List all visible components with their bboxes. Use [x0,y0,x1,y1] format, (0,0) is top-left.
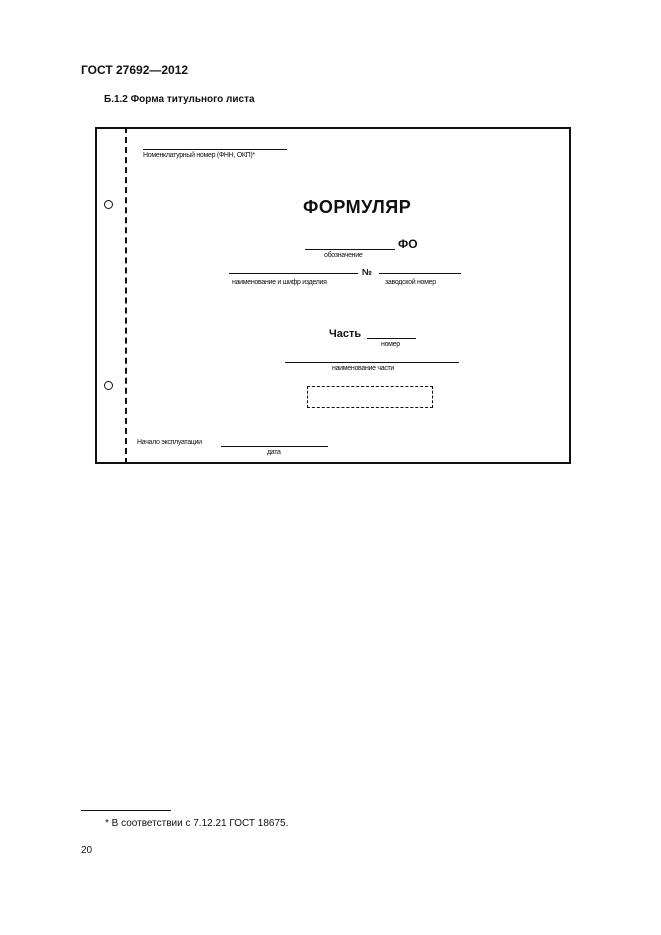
fo-suffix: ФО [398,237,418,251]
document-code: ГОСТ 27692—2012 [81,63,189,77]
form-title: ФОРМУЛЯР [303,197,412,217]
number-sign: № [362,267,373,277]
serial-caption: заводской номер [385,279,436,286]
footnote-text: * В соответствии с 7.12.21 ГОСТ 18675. [105,818,289,829]
nomenclature-line [143,149,287,150]
part-name-line [285,362,459,363]
designation-caption: обозначение [324,252,363,259]
name-code-line [229,273,358,274]
binder-hole-icon [104,200,113,209]
part-number-caption: номер [381,341,400,348]
title-page-form-frame [95,127,571,464]
dashed-stamp-box [307,386,433,408]
operation-start-label: Начало эксплуатации [137,439,202,446]
designation-line [305,249,395,250]
binding-cut-line [125,127,127,464]
part-number-line [367,338,416,339]
section-heading: Б.1.2 Форма титульного листа [104,94,255,105]
part-name-caption: наименование части [332,365,395,372]
page-number: 20 [81,845,93,856]
nomenclature-label: Номенклатурный номер (ФНН, ОКП)* [143,152,255,159]
date-caption: дата [267,449,281,456]
operation-start-line [221,446,328,447]
part-label: Часть [329,328,362,340]
serial-line [379,273,461,274]
name-code-caption: наименование и шифр изделия [232,279,327,286]
footnote-separator [81,810,171,811]
binder-hole-icon [104,381,113,390]
